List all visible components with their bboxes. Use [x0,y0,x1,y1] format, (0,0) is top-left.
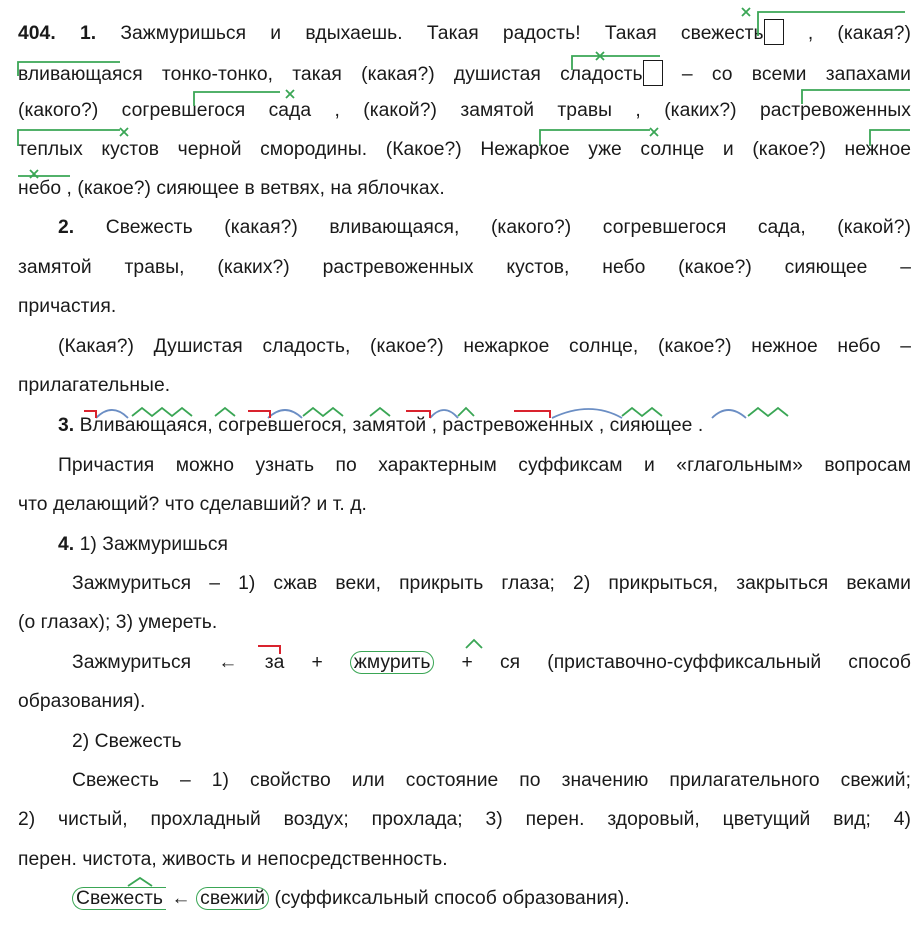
text: – со всеми запахами [662,64,911,85]
p4-def2-line-1 [72,769,911,793]
item-number-2: 2. [58,217,75,238]
text: 1) Зажмуришься [74,534,229,555]
text: небо , (какое?) сияющее в ветвях, на яблочках. [18,178,445,199]
zero-ending-mark-icon [596,52,604,60]
text: 2) Свежесть [72,731,182,752]
text: Свежесть – 1) свойство или состояние по значению прилагательного свежий; [72,770,911,791]
zero-ending-mark-icon [650,128,658,136]
ending-box [643,60,663,86]
text: Свежесть (какая?) вливающаяся, (какого?) согревшегося сада, (какой?) [74,217,911,238]
root-arc-icon [712,410,746,418]
ending-box [764,19,784,45]
p1-line-5 [18,177,445,201]
p3-line-1 [58,414,703,438]
plus: + [284,652,350,673]
text: Вливающаяся, согревшегося, замятой , растревоженных , сияющее . [74,415,704,436]
p2-line-4 [58,335,911,359]
source-word: свежий [196,887,269,910]
p1-line-4 [18,138,911,162]
p4-formation-2 [72,887,630,911]
text: образования). [18,691,146,712]
text: теплых кустов черной смородины. (Какое?) Нежаркое уже солнце и (какое?) нежное [18,139,911,160]
arrow: ← [166,888,197,909]
p2-line-2 [18,256,911,280]
item-number-4: 4. [58,534,75,555]
text: (какого?) согревшегося сада , (какой?) замятой травы , (каких?) растревоженных [18,100,911,121]
derived-word: Зажмуриться [72,652,192,673]
p1-line-1 [18,19,911,46]
item-number-1: 1. [79,23,97,44]
exercise-number: 404. [18,23,56,44]
p4-def1-line-2 [18,611,217,635]
p4-formation-1 [72,651,911,675]
p2-line-1 [18,216,911,240]
text: что делающий? что сделавший? и т. д. [18,494,367,515]
text: Зажмуриться – 1) сжав веки, прикрыть глаза; 2) прикрыться, закрыться веками [72,573,911,594]
text: Зажмуришься и вдыхаешь. Такая радость! Такая [96,23,681,44]
p4-def1-line-1 [72,572,911,596]
p2-line-5 [18,374,170,398]
text: вливающаяся тонко-тонко, такая (какая?) душистая сладость [18,64,643,85]
text: (суффиксальный способ образования). [269,888,630,909]
p1-line-3 [18,99,911,123]
text: (приставочно-суффиксальный способ [520,652,912,673]
text: , (какая?) [783,23,911,44]
p3-line-2 [58,454,911,478]
plus: + [434,652,500,673]
text: свежесть [680,23,764,44]
prefix: за [264,652,285,673]
p4-heading-2 [72,730,182,754]
suffix-mark-icon [128,878,152,886]
text: замятой травы, (каких?) растревоженных кустов, небо (какое?) сияющее – [18,257,911,278]
zero-ending-mark-icon [742,8,750,16]
p4-def2-line-3 [18,848,448,872]
arrow: ← [191,652,265,673]
text: (Какая?) Душистая сладость, (какое?) нежаркое солнце, (какое?) нежное небо – [58,336,911,357]
p4-heading-1 [58,533,228,557]
text: 2) чистый, прохладный воздух; прохлада; 3) перен. здоровый, цветущий вид; 4) [18,809,911,830]
p4-def2-line-2 [18,808,911,832]
p4-formation-1-cont [18,690,145,714]
text: Причастия можно узнать по характерным суффиксам и «глагольным» вопросам [58,455,911,476]
text: перен. чистота, живость и непосредственность. [18,849,448,870]
derived-word: Свежесть [72,887,166,910]
suffix-mark-icon [466,640,482,648]
suffix-mark-icon [748,408,788,416]
zero-ending-mark-icon [286,90,294,98]
source-word: жмурить [350,651,435,674]
text: (о глазах); 3) умереть. [18,612,218,633]
text: причастия. [18,296,117,317]
item-number-3: 3. [58,415,75,436]
p3-line-3 [18,493,367,517]
zero-ending-mark-icon [120,128,128,136]
p1-line-2 [18,60,911,87]
text: прилагательные. [18,375,171,396]
suffix: ся [499,652,521,673]
p2-line-3 [18,295,116,319]
